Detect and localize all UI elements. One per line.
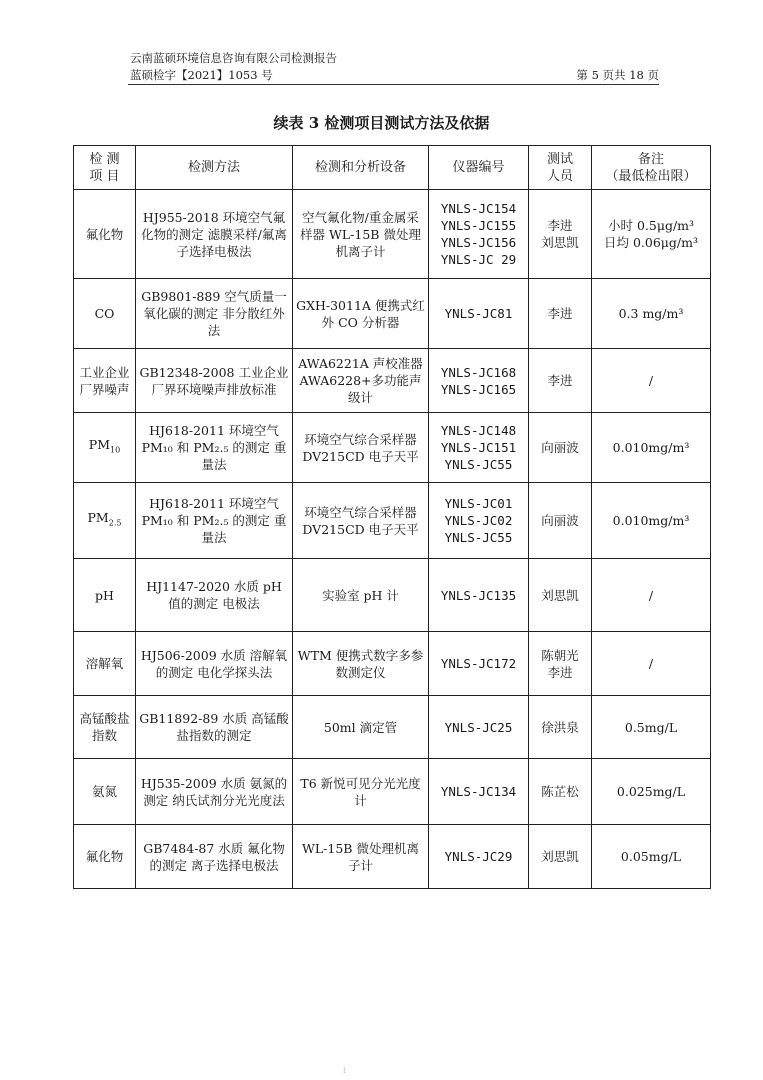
page-mark: ⁝ (343, 1066, 346, 1075)
col-header-item-line-1: 检 测 (89, 151, 120, 167)
col-header-instrument: 仪器编号 (429, 146, 529, 190)
person-name: 陈朝光 (541, 647, 579, 663)
instrument-id: YNLS-JC165 (440, 381, 517, 397)
person-name: 刘思凯 (541, 849, 579, 864)
cell-instrument (429, 483, 529, 559)
col-header-item (74, 146, 136, 190)
table-row (74, 279, 711, 349)
cell-personnel (529, 190, 592, 279)
instrument-id: YNLS-JC81 (444, 306, 513, 321)
col-header-personnel-line-2: 人员 (546, 168, 573, 184)
detection-limit: / (648, 656, 654, 671)
instrument-id: YNLS-JC 29 (440, 252, 517, 267)
instrument-id: YNLS-JC148 (440, 423, 517, 438)
instrument-id: YNLS-JC01 (444, 496, 513, 511)
cell-remark (592, 413, 711, 483)
cell-item: 溶解氧 (74, 632, 136, 696)
cell-method: HJ506-2009 水质 溶解氧的测定 电化学探头法 (136, 632, 293, 696)
cell-personnel (529, 632, 592, 696)
cell-equipment: GXH-3011A 便携式红外 CO 分析器 (293, 279, 429, 349)
table-row (74, 349, 711, 413)
item-pm-subscript: 2.5 (108, 518, 122, 528)
cell-equipment: WTM 便携式数字多参数测定仪 (293, 632, 429, 696)
cell-remark (592, 759, 711, 825)
cell-equipment: 空气氟化物/重金属采样器 WL-15B 微处理机离子计 (293, 190, 429, 279)
report-number: 蓝硕检字【2021】1053 号 (130, 68, 273, 82)
cell-remark (592, 483, 711, 559)
cell-method: HJ535-2009 水质 氨氮的测定 纳氏试剂分光光度法 (136, 759, 293, 825)
method-line: HJ618-2011 环境空气 (149, 496, 279, 511)
table-title: 续表 3 检测项目测试方法及依据 (273, 114, 490, 132)
instrument-id: YNLS-JC55 (444, 530, 513, 545)
cell-item: CO (74, 279, 136, 349)
cell-item: pH (74, 559, 136, 632)
detection-limit: 0.05mg/L (620, 849, 682, 864)
person-name: 李进 (547, 373, 573, 388)
cell-item (74, 483, 136, 559)
header-divider (128, 84, 659, 85)
table-header-row (74, 146, 711, 190)
instrument-id: YNLS-JC02 (444, 513, 513, 528)
person-name: 李进 (547, 218, 573, 233)
cell-personnel (529, 825, 592, 889)
cell-equipment: 实验室 pH 计 (293, 559, 429, 632)
col-header-equipment: 检测和分析设备 (293, 146, 429, 190)
cell-instrument (429, 696, 529, 759)
table-row (74, 190, 711, 279)
table-row (74, 696, 711, 759)
person-name: 刘思凯 (541, 235, 579, 250)
cell-personnel (529, 279, 592, 349)
cell-method (136, 483, 293, 559)
cell-item: 高锰酸盐指数 (74, 696, 136, 759)
cell-personnel (529, 559, 592, 632)
instrument-id: YNLS-JC172 (440, 656, 517, 671)
person-name: 李进 (547, 306, 573, 321)
cell-instrument (429, 825, 529, 889)
cell-equipment: T6 新悦可见分光光度计 (293, 759, 429, 825)
cell-instrument (429, 559, 529, 632)
col-header-item-line-2: 项 目 (89, 168, 120, 184)
instrument-id: YNLS-JC55 (444, 457, 513, 472)
cell-method (136, 413, 293, 483)
cell-equipment: AWA6221A 声校准器 AWA6228+多功能声级计 (293, 349, 429, 413)
cell-method: GB11892-89 水质 高锰酸盐指数的测定 (136, 696, 293, 759)
col-header-remark-line-1: 备注 (637, 151, 664, 167)
cell-method: GB12348-2008 工业企业厂界环境噪声排放标准 (136, 349, 293, 413)
cell-remark (592, 190, 711, 279)
cell-item: 氟化物 (74, 825, 136, 889)
item-pm: PM (88, 437, 111, 453)
cell-instrument (429, 632, 529, 696)
instrument-id: YNLS-JC154 (440, 201, 517, 216)
cell-remark (592, 349, 711, 413)
detection-limit: 0.010mg/m³ (612, 440, 690, 455)
detection-limit: 0.010mg/m³ (612, 513, 690, 528)
cell-instrument (429, 413, 529, 483)
cell-item: 工业企业厂界噪声 (74, 349, 136, 413)
detection-limit: 日均 0.06μg/m³ (603, 235, 698, 250)
person-name: 陈芷松 (541, 784, 579, 799)
col-header-remark-line-2: （最低检出限） (605, 168, 697, 184)
person-name: 向丽波 (541, 513, 579, 528)
detection-limit: 0.025mg/L (616, 784, 686, 799)
table-row (74, 759, 711, 825)
cell-method: GB9801-889 空气质量一氧化碳的测定 非分散红外法 (136, 279, 293, 349)
cell-personnel (529, 413, 592, 483)
table-row (74, 632, 711, 696)
instrument-id: YNLS-JC135 (440, 587, 517, 603)
instrument-id: YNLS-JC29 (444, 849, 513, 864)
cell-remark (592, 279, 711, 349)
cell-personnel (529, 759, 592, 825)
test-methods-table (73, 145, 711, 889)
item-pm-subscript: 10 (110, 445, 121, 455)
cell-equipment: 环境空气综合采样器 DV215CD 电子天平 (293, 413, 429, 483)
cell-item: 氟化物 (74, 190, 136, 279)
cell-personnel (529, 349, 592, 413)
instrument-id: YNLS-JC151 (440, 440, 517, 455)
detection-limit: 小时 0.5μg/m³ (607, 218, 695, 233)
cell-remark (592, 696, 711, 759)
col-header-method: 检测方法 (136, 146, 293, 190)
cell-item (74, 413, 136, 483)
method-line: PM₁₀ 和 PM₂.₅ 的测定 重量法 (141, 440, 287, 472)
table-row (74, 825, 711, 889)
col-header-personnel-line-1: 测试 (546, 151, 573, 167)
instrument-id: YNLS-JC25 (444, 719, 513, 735)
cell-remark (592, 825, 711, 889)
instrument-id: YNLS-JC155 (440, 218, 517, 233)
method-line: HJ618-2011 环境空气 (149, 423, 279, 438)
cell-method: GB7484-87 水质 氟化物的测定 离子选择电极法 (136, 825, 293, 889)
cell-method: HJ955-2018 环境空气氟化物的测定 滤膜采样/氟离子选择电极法 (136, 190, 293, 279)
cell-personnel (529, 696, 592, 759)
method-line: PM₁₀ 和 PM₂.₅ 的测定 重量法 (141, 513, 287, 545)
person-name: 刘思凯 (541, 587, 579, 603)
instrument-id: YNLS-JC168 (440, 364, 517, 380)
cell-personnel (529, 483, 592, 559)
page-number: 第 5 页共 18 页 (576, 68, 659, 82)
cell-instrument (429, 190, 529, 279)
detection-limit: / (648, 373, 654, 388)
person-name: 李进 (547, 664, 573, 680)
company-name: 云南蓝硕环境信息咨询有限公司检测报告 (130, 51, 337, 65)
table-row (74, 413, 711, 483)
person-name: 向丽波 (541, 440, 579, 455)
cell-remark (592, 559, 711, 632)
detection-limit: 0.3 mg/m³ (618, 306, 684, 321)
cell-equipment: 环境空气综合采样器 DV215CD 电子天平 (293, 483, 429, 559)
cell-item: 氨氮 (74, 759, 136, 825)
cell-instrument (429, 349, 529, 413)
col-header-personnel (529, 146, 592, 190)
detection-limit: 0.5mg/L (624, 719, 678, 735)
cell-instrument (429, 279, 529, 349)
detection-limit: / (648, 587, 654, 603)
cell-method: HJ1147-2020 水质 pH 值的测定 电极法 (136, 559, 293, 632)
item-pm: PM (87, 510, 109, 526)
cell-remark (592, 632, 711, 696)
cell-equipment: 50ml 滴定管 (293, 696, 429, 759)
cell-equipment: WL-15B 微处理机离子计 (293, 825, 429, 889)
instrument-id: YNLS-JC134 (440, 784, 517, 799)
table-row (74, 483, 711, 559)
cell-instrument (429, 759, 529, 825)
person-name: 徐洪泉 (541, 719, 579, 735)
instrument-id: YNLS-JC156 (440, 235, 517, 250)
col-header-remark (592, 146, 711, 190)
table-row (74, 559, 711, 632)
